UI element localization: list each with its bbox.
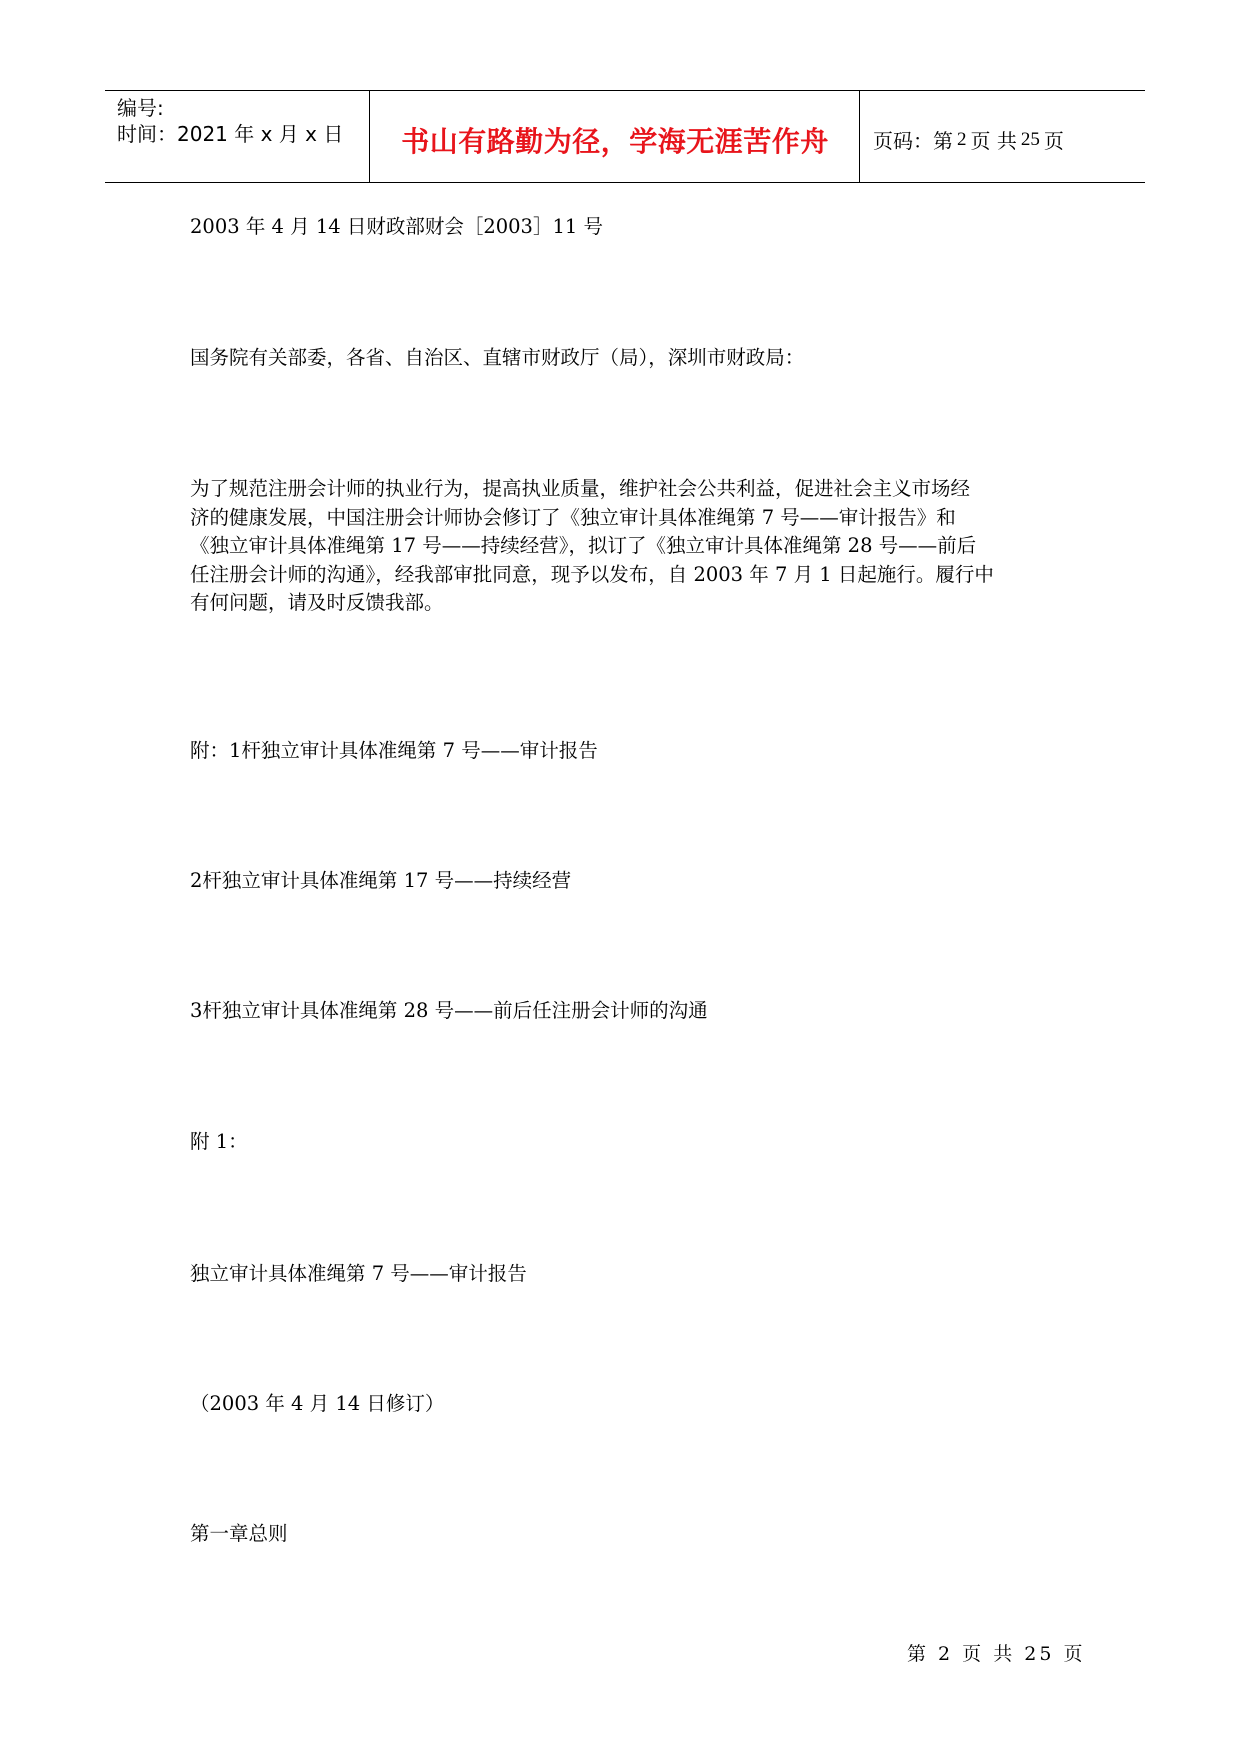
header-motto: 书山有路勤为径，学海无涯苦作舟 <box>401 124 829 158</box>
header-divider-right <box>859 91 860 182</box>
header-page-mid: 页 共 <box>970 129 1017 153</box>
page-header <box>105 90 1145 183</box>
header-time-label: 时间：2021 年 x 月 x 日 <box>117 122 344 146</box>
header-page-current: 2 <box>957 128 967 150</box>
header-page-number <box>873 91 1064 182</box>
page-footer: 第 2 页 共 25 页 <box>907 1643 1086 1665</box>
attachment-2: 2杆独立审计具体准绳第 17 号——持续经营 <box>190 869 572 892</box>
attachment-1: 附：1杆独立审计具体准绳第 7 号——审计报告 <box>190 739 598 762</box>
main-paragraph-line: 任注册会计师的沟通》，经我部审批同意，现予以发布，自 2003 年 7 月 1 日起施行。履行中 <box>190 562 994 586</box>
appendix-label: 附 1： <box>190 1130 248 1153</box>
main-paragraph-line: 为了规范注册会计师的执业行为，提高执业质量，维护社会公共利益，促进社会主义市场经 <box>190 477 971 500</box>
standard-title: 独立审计具体准绳第 7 号——审计报告 <box>190 1262 527 1285</box>
main-paragraph-line: 有何问题，请及时反馈我部。 <box>190 591 444 614</box>
chapter-heading: 第一章总则 <box>190 1522 288 1545</box>
main-paragraph-line: 《独立审计具体准绳第 17 号——持续经营》，拟订了《独立审计具体准绳第 28 号——前后 <box>190 534 977 557</box>
header-number-label: 编号: <box>117 96 164 120</box>
main-paragraph-line: 济的健康发展，中国注册会计师协会修订了《独立审计具体准绳第 7 号——审计报告》和 <box>190 505 956 529</box>
addressee: 国务院有关部委，各省、自治区、直辖市财政厅（局），深圳市财政局： <box>190 346 805 369</box>
attachment-3: 3杆独立审计具体准绳第 28 号——前后任注册会计师的沟通 <box>190 999 708 1022</box>
header-divider-left <box>369 91 370 182</box>
doc-reference: 2003 年 4 月 14 日财政部财会［2003］11 号 <box>190 215 603 238</box>
header-page-total: 25 <box>1020 128 1040 150</box>
header-page-suffix: 页 <box>1043 129 1064 153</box>
revision-date: （2003 年 4 月 14 日修订） <box>190 1392 445 1415</box>
header-meta <box>117 91 369 182</box>
main-paragraph <box>190 475 1060 618</box>
header-page-prefix: 页码：第 <box>873 129 953 153</box>
